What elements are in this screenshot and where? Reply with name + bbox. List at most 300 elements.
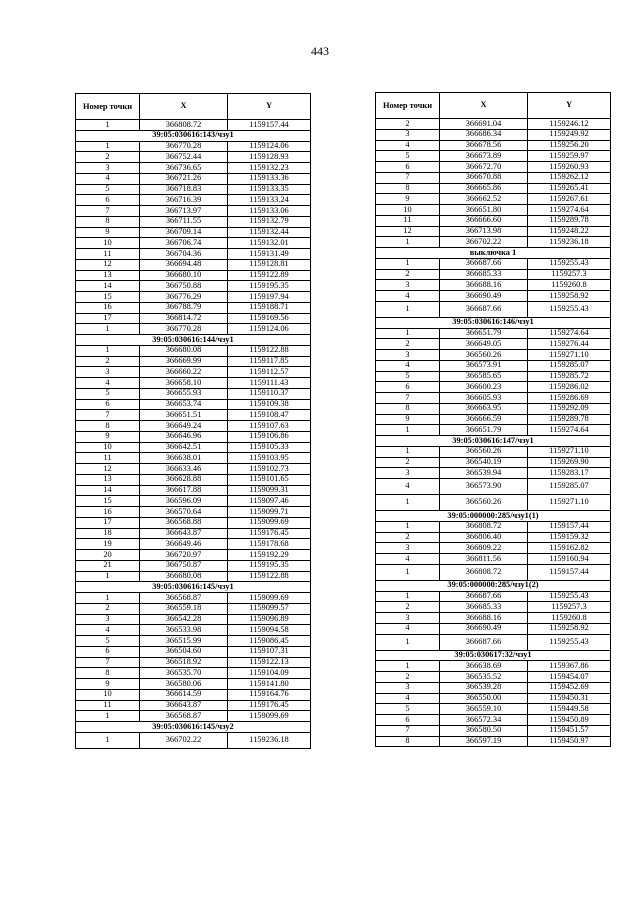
point-number-cell: 4 xyxy=(376,140,440,151)
point-number-cell: 5 xyxy=(76,184,140,195)
y-coordinate-cell: 1159285.07 xyxy=(528,479,611,495)
table-row xyxy=(76,421,311,432)
point-number-cell: 5 xyxy=(76,636,140,647)
x-coordinate-cell: 366596.09 xyxy=(140,496,228,507)
table-row xyxy=(376,194,611,205)
page-number: 443 xyxy=(311,44,329,58)
y-coordinate-cell: 1159094.58 xyxy=(228,625,311,636)
x-coordinate-cell: 366651.79 xyxy=(440,425,528,436)
y-coordinate-cell: 1159106.86 xyxy=(228,431,311,442)
x-coordinate-cell: 366750.87 xyxy=(140,560,228,571)
point-number-cell: 10 xyxy=(376,205,440,216)
table-row xyxy=(376,183,611,194)
header-x: X xyxy=(140,94,228,120)
y-coordinate-cell: 1159133.35 xyxy=(228,184,311,195)
section-title: 39:05:030616:143/чзу1 xyxy=(76,130,311,141)
table-row xyxy=(376,495,611,511)
point-number-cell: 10 xyxy=(76,442,140,453)
point-number-cell: 9 xyxy=(76,227,140,238)
y-coordinate-cell: 1159157.44 xyxy=(228,120,311,131)
y-coordinate-cell: 1159271.10 xyxy=(528,350,611,361)
y-coordinate-cell: 1159452.69 xyxy=(528,682,611,693)
y-coordinate-cell: 1159159.32 xyxy=(528,532,611,543)
table-row xyxy=(376,350,611,361)
point-number-cell: 1 xyxy=(376,258,440,269)
table-row xyxy=(376,446,611,457)
point-number-cell: 17 xyxy=(76,517,140,528)
y-coordinate-cell: 1159451.57 xyxy=(528,725,611,736)
point-number-cell: 18 xyxy=(76,528,140,539)
point-number-cell: 14 xyxy=(76,281,140,292)
table-row xyxy=(376,602,611,613)
header-point-number: Номер точки xyxy=(76,94,140,120)
y-coordinate-cell: 1159274.64 xyxy=(528,328,611,339)
y-coordinate-cell: 1159128.81 xyxy=(228,259,311,270)
table-row xyxy=(76,679,311,690)
y-coordinate-cell: 1159122.89 xyxy=(228,270,311,281)
y-coordinate-cell: 1159132.79 xyxy=(228,216,311,227)
table-row xyxy=(376,291,611,302)
point-number-cell: 3 xyxy=(376,280,440,291)
x-coordinate-cell: 366646.96 xyxy=(140,431,228,442)
table-row xyxy=(76,646,311,657)
x-coordinate-cell: 366716.39 xyxy=(140,195,228,206)
x-coordinate-cell: 366570.64 xyxy=(140,507,228,518)
point-number-cell: 21 xyxy=(76,560,140,571)
table-row xyxy=(376,532,611,543)
section-header-row xyxy=(376,511,611,522)
x-coordinate-cell: 366597.19 xyxy=(440,736,528,747)
y-coordinate-cell: 1159107.63 xyxy=(228,421,311,432)
y-coordinate-cell: 1159102.73 xyxy=(228,464,311,475)
point-number-cell: 19 xyxy=(76,539,140,550)
point-number-cell: 4 xyxy=(376,479,440,495)
x-coordinate-cell: 366711.55 xyxy=(140,216,228,227)
point-number-cell: 2 xyxy=(76,603,140,614)
section-header-row xyxy=(76,335,311,346)
x-coordinate-cell: 366651.51 xyxy=(140,410,228,421)
y-coordinate-cell: 1159269.90 xyxy=(528,457,611,468)
y-coordinate-cell: 1159449.58 xyxy=(528,704,611,715)
point-number-cell: 1 xyxy=(376,661,440,672)
x-coordinate-cell: 366651.80 xyxy=(440,205,528,216)
y-coordinate-cell: 1159128.93 xyxy=(228,152,311,163)
table-row xyxy=(76,732,311,748)
table-row xyxy=(76,184,311,195)
x-coordinate-cell: 366685.33 xyxy=(440,269,528,280)
point-number-cell: 6 xyxy=(376,162,440,173)
y-coordinate-cell: 1159265.41 xyxy=(528,183,611,194)
table-row xyxy=(376,554,611,565)
table-row xyxy=(76,442,311,453)
table-row xyxy=(376,371,611,382)
y-coordinate-cell: 1159286.02 xyxy=(528,382,611,393)
table-row xyxy=(76,560,311,571)
point-number-cell: 1 xyxy=(376,237,440,248)
point-number-cell: 2 xyxy=(376,119,440,130)
table-row xyxy=(76,517,311,528)
table-row xyxy=(76,474,311,485)
x-coordinate-cell: 366605.93 xyxy=(440,393,528,404)
table-row xyxy=(376,479,611,495)
point-number-cell: 12 xyxy=(376,226,440,237)
x-coordinate-cell: 366673.89 xyxy=(440,151,528,162)
x-coordinate-cell: 366713.98 xyxy=(440,226,528,237)
x-coordinate-cell: 366688.16 xyxy=(440,280,528,291)
x-coordinate-cell: 366560.26 xyxy=(440,446,528,457)
x-coordinate-cell: 366713.97 xyxy=(140,206,228,217)
point-number-cell: 1 xyxy=(76,571,140,582)
section-title: 39:05:000000:285/чзу1(2) xyxy=(376,580,611,591)
x-coordinate-cell: 366736.65 xyxy=(140,163,228,174)
x-coordinate-cell: 366687.66 xyxy=(440,301,528,317)
point-number-cell: 3 xyxy=(76,367,140,378)
y-coordinate-cell: 1159104.09 xyxy=(228,668,311,679)
table-row xyxy=(76,206,311,217)
y-coordinate-cell: 1159195.35 xyxy=(228,560,311,571)
point-number-cell: 1 xyxy=(76,345,140,356)
y-coordinate-cell: 1159132.44 xyxy=(228,227,311,238)
point-number-cell: 2 xyxy=(76,152,140,163)
table-row xyxy=(76,636,311,647)
y-coordinate-cell: 1159255.43 xyxy=(528,301,611,317)
x-coordinate-cell: 366542.28 xyxy=(140,614,228,625)
table-row xyxy=(376,736,611,747)
x-coordinate-cell: 366535.52 xyxy=(440,672,528,683)
point-number-cell: 4 xyxy=(76,378,140,389)
x-coordinate-cell: 366709.14 xyxy=(140,227,228,238)
y-coordinate-cell: 1159246.12 xyxy=(528,119,611,130)
table-row xyxy=(76,528,311,539)
table-row xyxy=(76,238,311,249)
x-coordinate-cell: 366670.88 xyxy=(440,172,528,183)
y-coordinate-cell: 1159450.31 xyxy=(528,693,611,704)
y-coordinate-cell: 1159236.18 xyxy=(528,237,611,248)
y-coordinate-cell: 1159099.57 xyxy=(228,603,311,614)
table-row xyxy=(76,281,311,292)
x-coordinate-cell: 366680.08 xyxy=(140,571,228,582)
section-title: 39:05:030617:32/чзу1 xyxy=(376,650,611,661)
point-number-cell: 4 xyxy=(376,693,440,704)
table-row xyxy=(76,464,311,475)
table-row xyxy=(76,302,311,313)
table-body-left xyxy=(76,120,311,749)
x-coordinate-cell: 366680.10 xyxy=(140,270,228,281)
table-row xyxy=(76,625,311,636)
table-row xyxy=(76,345,311,356)
table-row xyxy=(76,614,311,625)
table-row xyxy=(376,172,611,183)
y-coordinate-cell: 1159195.35 xyxy=(228,281,311,292)
point-number-cell: 8 xyxy=(76,216,140,227)
y-coordinate-cell: 1159117.85 xyxy=(228,356,311,367)
header-x: X xyxy=(440,93,528,119)
x-coordinate-cell: 366672.70 xyxy=(440,162,528,173)
point-number-cell: 1 xyxy=(376,328,440,339)
x-coordinate-cell: 366533.98 xyxy=(140,625,228,636)
point-number-cell: 3 xyxy=(76,163,140,174)
section-header-row xyxy=(376,650,611,661)
point-number-cell: 4 xyxy=(376,360,440,371)
y-coordinate-cell: 1159176.45 xyxy=(228,528,311,539)
table-row xyxy=(376,661,611,672)
point-number-cell: 1 xyxy=(376,564,440,580)
table-row xyxy=(376,360,611,371)
x-coordinate-cell: 366540.19 xyxy=(440,457,528,468)
header-point-number: Номер точки xyxy=(376,93,440,119)
x-coordinate-cell: 366535.70 xyxy=(140,668,228,679)
table-row xyxy=(376,425,611,436)
point-number-cell: 2 xyxy=(376,457,440,468)
point-number-cell: 2 xyxy=(376,269,440,280)
point-number-cell: 15 xyxy=(76,292,140,303)
table-row xyxy=(76,668,311,679)
point-number-cell: 10 xyxy=(76,238,140,249)
section-header-row xyxy=(76,582,311,593)
table-row xyxy=(376,704,611,715)
point-number-cell: 6 xyxy=(76,646,140,657)
point-number-cell: 1 xyxy=(376,446,440,457)
table-row xyxy=(76,689,311,700)
y-coordinate-cell: 1159164.76 xyxy=(228,689,311,700)
y-coordinate-cell: 1159286.69 xyxy=(528,393,611,404)
x-coordinate-cell: 366706.74 xyxy=(140,238,228,249)
x-coordinate-cell: 366814.72 xyxy=(140,313,228,324)
table-row xyxy=(376,151,611,162)
x-coordinate-cell: 366809.22 xyxy=(440,543,528,554)
x-coordinate-cell: 366658.10 xyxy=(140,378,228,389)
point-number-cell: 8 xyxy=(376,403,440,414)
point-number-cell: 4 xyxy=(376,623,440,634)
table-row xyxy=(376,258,611,269)
y-coordinate-cell: 1159086.45 xyxy=(228,636,311,647)
point-number-cell: 5 xyxy=(376,371,440,382)
x-coordinate-cell: 366806.40 xyxy=(440,532,528,543)
point-number-cell: 4 xyxy=(376,554,440,565)
table-row xyxy=(376,119,611,130)
y-coordinate-cell: 1159097.46 xyxy=(228,496,311,507)
point-number-cell: 3 xyxy=(376,468,440,479)
table-row xyxy=(376,634,611,650)
y-coordinate-cell: 1159276.44 xyxy=(528,339,611,350)
table-row xyxy=(376,393,611,404)
y-coordinate-cell: 1159285.72 xyxy=(528,371,611,382)
x-coordinate-cell: 366770.28 xyxy=(140,141,228,152)
x-coordinate-cell: 366808.72 xyxy=(440,564,528,580)
table-header-row xyxy=(376,93,611,119)
table-row xyxy=(376,301,611,317)
x-coordinate-cell: 366515.99 xyxy=(140,636,228,647)
table-row xyxy=(376,226,611,237)
y-coordinate-cell: 1159258.92 xyxy=(528,291,611,302)
table-row xyxy=(76,399,311,410)
x-coordinate-cell: 366518.92 xyxy=(140,657,228,668)
table-header-row xyxy=(76,94,311,120)
point-number-cell: 1 xyxy=(376,591,440,602)
y-coordinate-cell: 1159141.80 xyxy=(228,679,311,690)
x-coordinate-cell: 366686.34 xyxy=(440,129,528,140)
y-coordinate-cell: 1159162.82 xyxy=(528,543,611,554)
x-coordinate-cell: 366690.49 xyxy=(440,623,528,634)
x-coordinate-cell: 366669.99 xyxy=(140,356,228,367)
x-coordinate-cell: 366550.00 xyxy=(440,693,528,704)
header-y: Y xyxy=(528,93,611,119)
point-number-cell: 6 xyxy=(376,715,440,726)
table-row xyxy=(76,141,311,152)
x-coordinate-cell: 366559.18 xyxy=(140,603,228,614)
x-coordinate-cell: 366539.94 xyxy=(440,468,528,479)
y-coordinate-cell: 1159260.8 xyxy=(528,280,611,291)
point-number-cell: 11 xyxy=(376,215,440,226)
x-coordinate-cell: 366649.05 xyxy=(440,339,528,350)
x-coordinate-cell: 366690.49 xyxy=(440,291,528,302)
x-coordinate-cell: 366655.93 xyxy=(140,388,228,399)
y-coordinate-cell: 1159236.18 xyxy=(228,732,311,748)
x-coordinate-cell: 366688.16 xyxy=(440,613,528,624)
y-coordinate-cell: 1159157.44 xyxy=(528,521,611,532)
y-coordinate-cell: 1159450.89 xyxy=(528,715,611,726)
x-coordinate-cell: 366638.69 xyxy=(440,661,528,672)
x-coordinate-cell: 366651.79 xyxy=(440,328,528,339)
point-number-cell: 16 xyxy=(76,507,140,518)
table-row xyxy=(376,269,611,280)
x-coordinate-cell: 366660.22 xyxy=(140,367,228,378)
x-coordinate-cell: 366776.29 xyxy=(140,292,228,303)
coordinates-table-left xyxy=(75,93,311,749)
y-coordinate-cell: 1159099.71 xyxy=(228,507,311,518)
y-coordinate-cell: 1159367.86 xyxy=(528,661,611,672)
table-row xyxy=(376,162,611,173)
table-row xyxy=(376,205,611,216)
point-number-cell: 7 xyxy=(376,725,440,736)
y-coordinate-cell: 1159112.57 xyxy=(228,367,311,378)
point-number-cell: 8 xyxy=(76,421,140,432)
point-number-cell: 12 xyxy=(76,259,140,270)
table-row xyxy=(76,485,311,496)
section-title: выключка 1 xyxy=(376,248,611,259)
x-coordinate-cell: 366617.88 xyxy=(140,485,228,496)
y-coordinate-cell: 1159133.24 xyxy=(228,195,311,206)
y-coordinate-cell: 1159197.94 xyxy=(228,292,311,303)
y-coordinate-cell: 1159450.97 xyxy=(528,736,611,747)
table-row xyxy=(76,657,311,668)
point-number-cell: 5 xyxy=(376,151,440,162)
x-coordinate-cell: 366559.10 xyxy=(440,704,528,715)
x-coordinate-cell: 366653.74 xyxy=(140,399,228,410)
x-coordinate-cell: 366702.22 xyxy=(440,237,528,248)
y-coordinate-cell: 1159107.31 xyxy=(228,646,311,657)
point-number-cell: 1 xyxy=(376,301,440,317)
section-header-row xyxy=(76,722,311,733)
y-coordinate-cell: 1159133.06 xyxy=(228,206,311,217)
point-number-cell: 6 xyxy=(76,399,140,410)
y-coordinate-cell: 1159274.64 xyxy=(528,425,611,436)
point-number-cell: 3 xyxy=(376,350,440,361)
y-coordinate-cell: 1159257.3 xyxy=(528,269,611,280)
table-row xyxy=(76,367,311,378)
y-coordinate-cell: 1159292.09 xyxy=(528,403,611,414)
y-coordinate-cell: 1159099.31 xyxy=(228,485,311,496)
x-coordinate-cell: 366666.59 xyxy=(440,414,528,425)
table-row xyxy=(76,163,311,174)
table-row xyxy=(376,623,611,634)
table-row xyxy=(76,550,311,561)
table-row xyxy=(76,388,311,399)
x-coordinate-cell: 366600.23 xyxy=(440,382,528,393)
section-header-row xyxy=(376,317,611,328)
y-coordinate-cell: 1159109.38 xyxy=(228,399,311,410)
point-number-cell: 7 xyxy=(376,172,440,183)
y-coordinate-cell: 1159122.88 xyxy=(228,571,311,582)
x-coordinate-cell: 366704.36 xyxy=(140,249,228,260)
point-number-cell: 7 xyxy=(76,206,140,217)
point-number-cell: 1 xyxy=(76,711,140,722)
y-coordinate-cell: 1159122.88 xyxy=(228,345,311,356)
point-number-cell: 1 xyxy=(76,593,140,604)
x-coordinate-cell: 366678.56 xyxy=(440,140,528,151)
x-coordinate-cell: 366580.50 xyxy=(440,725,528,736)
point-number-cell: 7 xyxy=(376,393,440,404)
y-coordinate-cell: 1159285.07 xyxy=(528,360,611,371)
y-coordinate-cell: 1159274.64 xyxy=(528,205,611,216)
section-title: 39:05:030616:145/чзу1 xyxy=(76,582,311,593)
x-coordinate-cell: 366666.60 xyxy=(440,215,528,226)
table-row xyxy=(376,129,611,140)
section-title: 39:05:030616:147/чзу1 xyxy=(376,436,611,447)
table-row xyxy=(76,410,311,421)
y-coordinate-cell: 1159283.17 xyxy=(528,468,611,479)
y-coordinate-cell: 1159160.94 xyxy=(528,554,611,565)
x-coordinate-cell: 366643.87 xyxy=(140,700,228,711)
y-coordinate-cell: 1159101.65 xyxy=(228,474,311,485)
section-title: 39:05:030616:144/чзу1 xyxy=(76,335,311,346)
point-number-cell: 6 xyxy=(76,195,140,206)
point-number-cell: 13 xyxy=(76,270,140,281)
point-number-cell: 3 xyxy=(376,682,440,693)
y-coordinate-cell: 1159259.97 xyxy=(528,151,611,162)
table-row xyxy=(376,613,611,624)
point-number-cell: 5 xyxy=(76,388,140,399)
table-row xyxy=(376,457,611,468)
section-header-row xyxy=(376,248,611,259)
y-coordinate-cell: 1159124.06 xyxy=(228,141,311,152)
y-coordinate-cell: 1159454.07 xyxy=(528,672,611,683)
point-number-cell: 10 xyxy=(76,689,140,700)
y-coordinate-cell: 1159096.89 xyxy=(228,614,311,625)
table-row xyxy=(76,324,311,335)
x-coordinate-cell: 366691.04 xyxy=(440,119,528,130)
x-coordinate-cell: 366628.88 xyxy=(140,474,228,485)
x-coordinate-cell: 366560.26 xyxy=(440,350,528,361)
y-coordinate-cell: 1159249.92 xyxy=(528,129,611,140)
y-coordinate-cell: 1159178.68 xyxy=(228,539,311,550)
point-number-cell: 2 xyxy=(76,356,140,367)
table-row xyxy=(376,328,611,339)
y-coordinate-cell: 1159260.8 xyxy=(528,613,611,624)
y-coordinate-cell: 1159133.36 xyxy=(228,173,311,184)
table-row xyxy=(76,603,311,614)
table-row xyxy=(376,382,611,393)
y-coordinate-cell: 1159260.93 xyxy=(528,162,611,173)
y-coordinate-cell: 1159248.22 xyxy=(528,226,611,237)
x-coordinate-cell: 366585.65 xyxy=(440,371,528,382)
section-title: 39:05:000000:285/чзу1(1) xyxy=(376,511,611,522)
table-row xyxy=(376,339,611,350)
table-row xyxy=(376,237,611,248)
table-row xyxy=(76,270,311,281)
table-row xyxy=(76,216,311,227)
table-row xyxy=(76,292,311,303)
